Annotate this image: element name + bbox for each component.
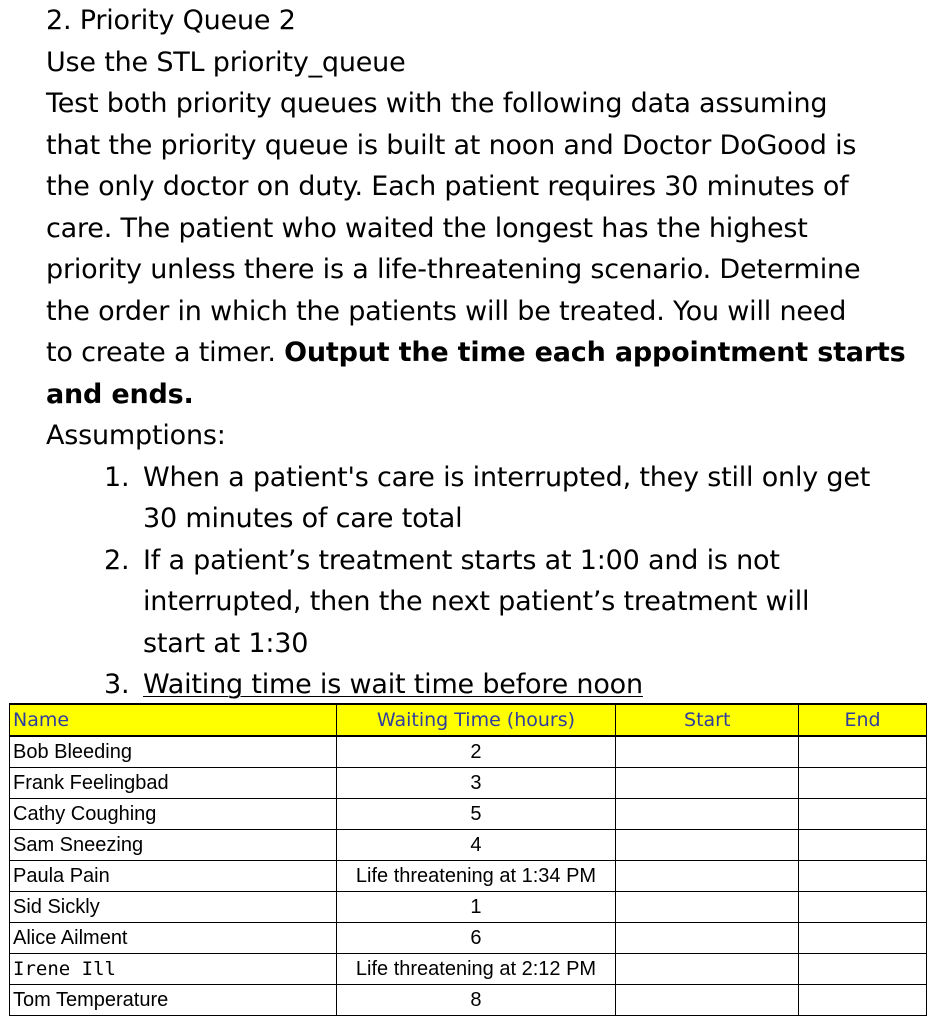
patient-name: Tom Temperature (10, 985, 337, 1016)
assumption-number: 2. (104, 544, 130, 576)
table-row (10, 985, 927, 1016)
assumption-number: 1. (104, 461, 130, 493)
assumption-line: If a patient’s treatment starts at 1:00 and is not (143, 544, 780, 576)
end-cell[interactable] (799, 892, 927, 923)
end-cell[interactable] (799, 861, 927, 892)
patient-name: Bob Bleeding (10, 736, 337, 768)
patient-table (9, 703, 927, 1016)
paragraph-line: priority unless there is a life-threatening scenario. Determine (46, 254, 861, 285)
waiting-time: 8 (336, 985, 616, 1016)
table-row (10, 768, 927, 799)
table-row (10, 892, 927, 923)
table-row (10, 830, 927, 861)
start-cell[interactable] (616, 736, 799, 768)
paragraph-line: care. The patient who waited the longest has the highest (46, 212, 808, 244)
start-cell[interactable] (616, 985, 799, 1016)
start-cell[interactable] (616, 861, 799, 892)
assumption-line (143, 664, 926, 706)
assumption-item (46, 540, 926, 665)
assumption-line: When a patient's care is interrupted, they still only get (143, 461, 871, 493)
assumption-line: start at 1:30 (143, 627, 309, 659)
paragraph-line: that the priority queue is built at noon and Doctor DoGood is (46, 129, 857, 161)
output-instruction-end: and ends. (46, 378, 194, 410)
assumptions-label: Assumptions: (46, 420, 226, 451)
subheading: Use the STL priority_queue (46, 46, 406, 78)
paragraph-line (46, 332, 926, 374)
patient-name: Cathy Coughing (10, 799, 337, 830)
column-header-start: Start (616, 704, 799, 736)
waiting-time: 3 (336, 768, 616, 799)
waiting-time: 6 (336, 923, 616, 954)
patient-name: Paula Pain (10, 861, 337, 892)
start-cell[interactable] (616, 923, 799, 954)
table-row (10, 923, 927, 954)
patient-name: Sam Sneezing (10, 830, 337, 861)
column-header-name: Name (10, 704, 337, 736)
table-header-row (10, 704, 927, 736)
assumption-item (46, 457, 926, 540)
assumption-item (46, 664, 926, 706)
end-cell[interactable] (799, 985, 927, 1016)
assumptions-list (46, 457, 926, 706)
table-row (10, 799, 927, 830)
end-cell[interactable] (799, 768, 927, 799)
waiting-time: 5 (336, 799, 616, 830)
table-row (10, 954, 927, 985)
assumption-number: 3. (104, 669, 130, 700)
patient-name: Frank Feelingbad (10, 768, 337, 799)
end-cell[interactable] (799, 830, 927, 861)
assumption-text: Waiting time is wait time before noon (143, 669, 643, 700)
assumption-line: interrupted, then the next patient’s treatment will (143, 586, 810, 617)
instructions-paragraph (46, 83, 926, 415)
paragraph-line: the order in which the patients will be treated. You will need (46, 295, 847, 327)
table-row (10, 736, 927, 768)
patient-name: Sid Sickly (10, 892, 337, 923)
section-heading: 2. Priority Queue 2 (46, 5, 296, 36)
column-header-end: End (799, 704, 927, 736)
start-cell[interactable] (616, 892, 799, 923)
waiting-time: 1 (336, 892, 616, 923)
waiting-time: 4 (336, 830, 616, 861)
assignment-text (46, 0, 926, 706)
start-cell[interactable] (616, 799, 799, 830)
start-cell[interactable] (616, 830, 799, 861)
table-row (10, 861, 927, 892)
patient-name: Alice Ailment (10, 923, 337, 954)
patient-name: Irene Ill (10, 954, 337, 985)
output-instruction: Output the time each appointment starts (284, 337, 906, 368)
end-cell[interactable] (799, 736, 927, 768)
end-cell[interactable] (799, 799, 927, 830)
paragraph-line: Test both priority queues with the following data assuming (46, 88, 828, 119)
paragraph-line: the only doctor on duty. Each patient requires 30 minutes of (46, 171, 849, 202)
start-cell[interactable] (616, 768, 799, 799)
assumption-line: 30 minutes of care total (143, 503, 463, 534)
waiting-time: 2 (336, 736, 616, 768)
timer-text: to create a timer. (46, 337, 285, 368)
end-cell[interactable] (799, 954, 927, 985)
end-cell[interactable] (799, 923, 927, 954)
waiting-time: Life threatening at 1:34 PM (336, 861, 616, 892)
column-header-waiting-time: Waiting Time (hours) (336, 704, 616, 736)
start-cell[interactable] (616, 954, 799, 985)
waiting-time: Life threatening at 2:12 PM (336, 954, 616, 985)
